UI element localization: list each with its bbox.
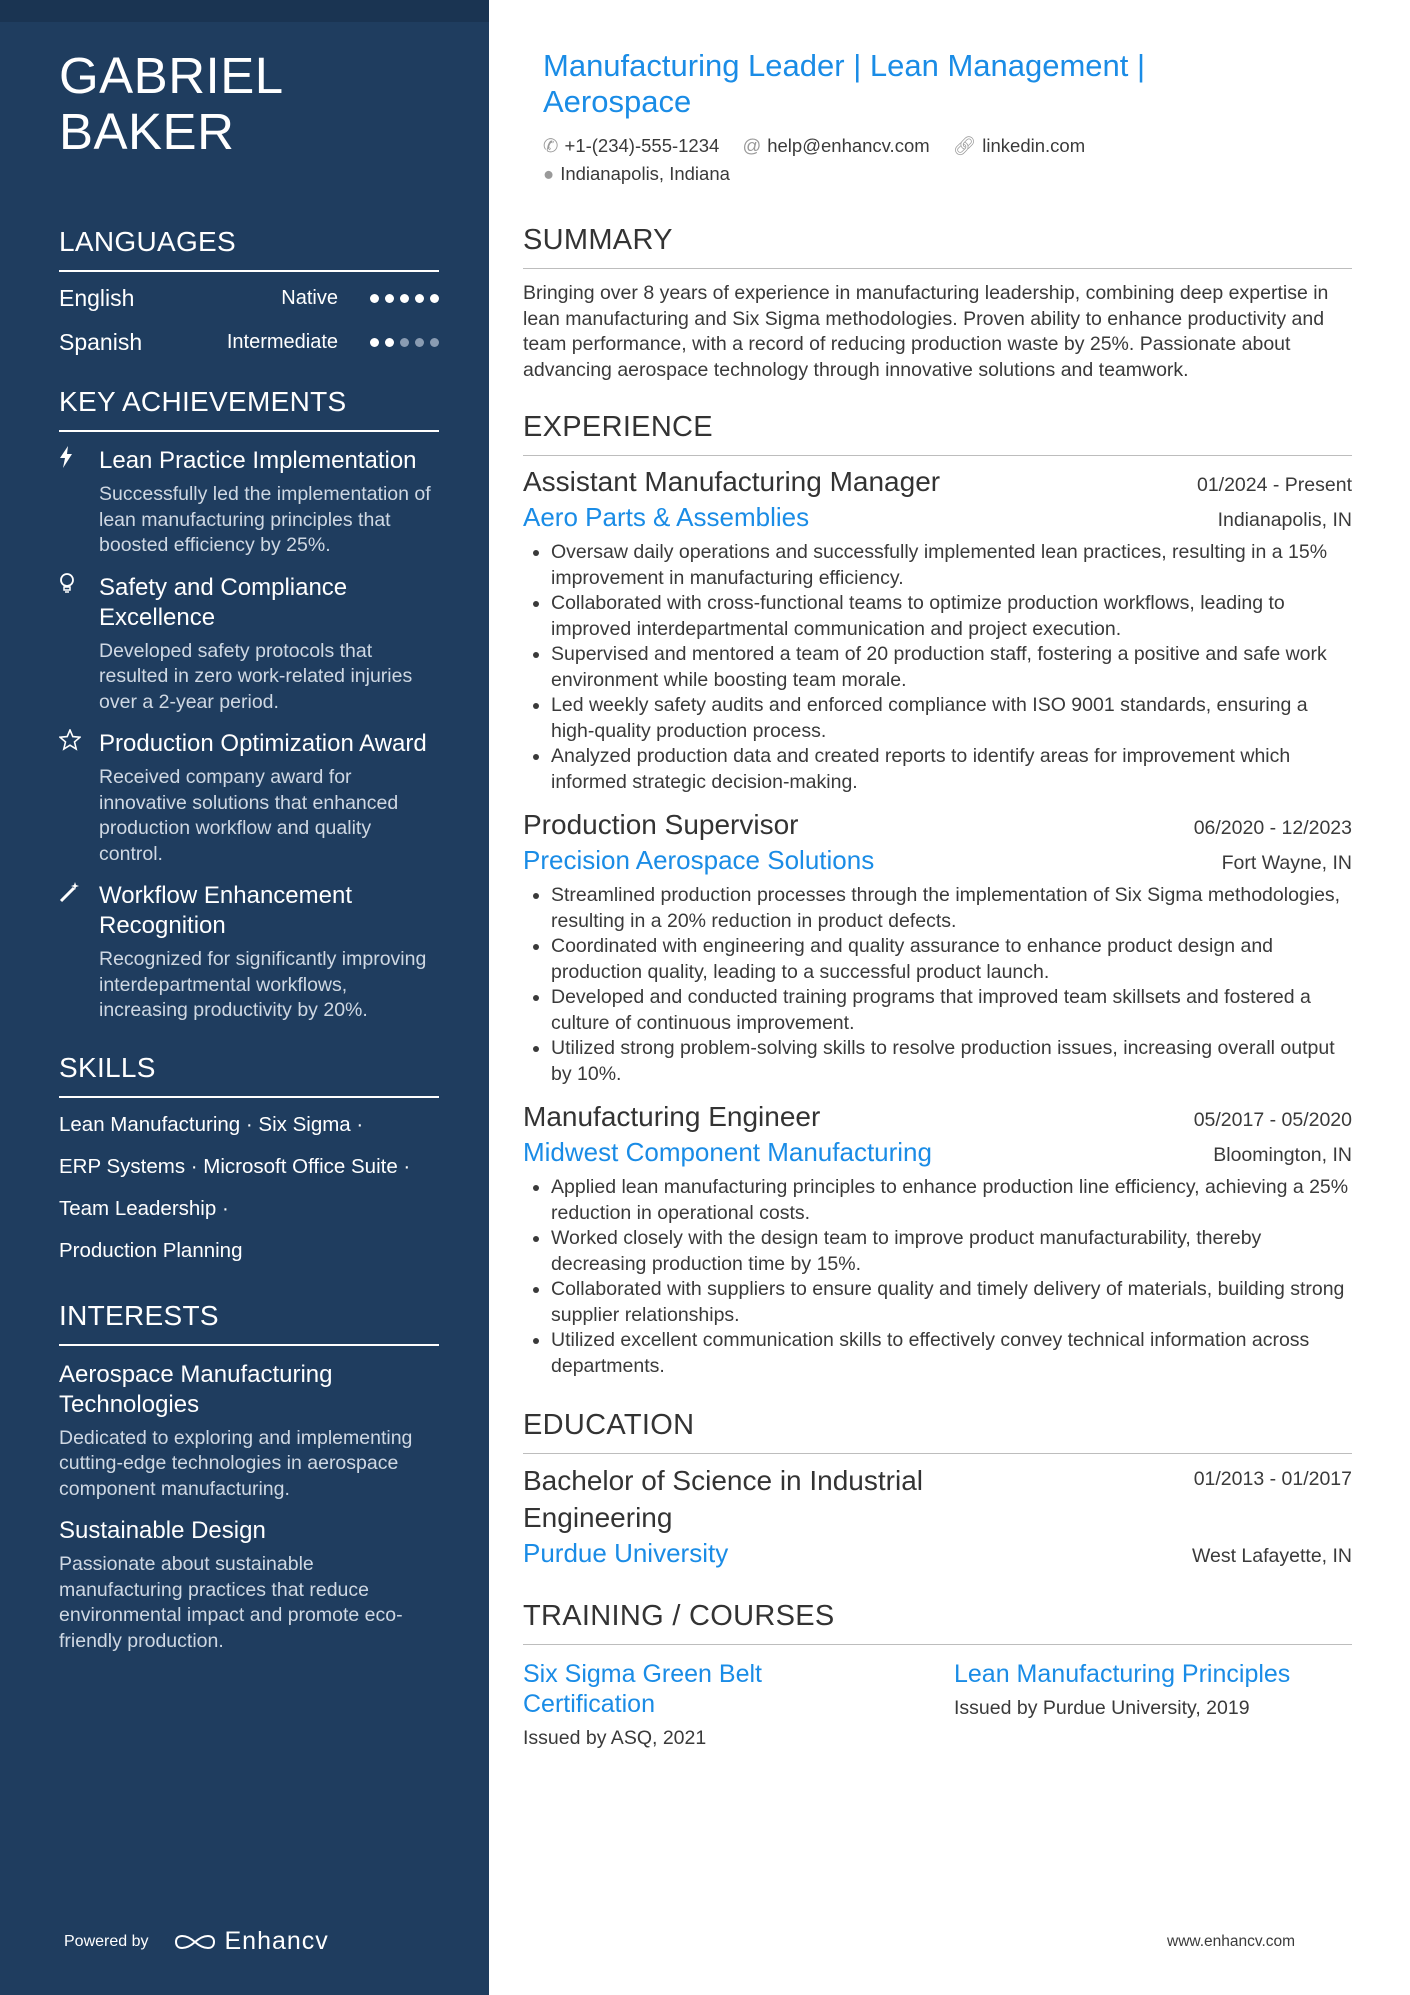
bullet-item: • Analyzed production data and created reports to identify areas for improvement which informed strategic decision-making. [551, 744, 1352, 795]
powered-by-label: Powered by [64, 1932, 149, 1950]
linkedin-text: linkedin.com [982, 135, 1086, 156]
language-level: Intermediate [226, 330, 338, 353]
experience-title: EXPERIENCE [523, 411, 1352, 456]
school-name: Purdue University [523, 1538, 729, 1568]
bullet-item: • Utilized excellent communication skills to effectively convey technical information across departments. [551, 1328, 1352, 1379]
course-title: Lean Manufacturing Principles [954, 1660, 1291, 1688]
interests-section [59, 1300, 439, 1655]
languages-title: LANGUAGES [59, 226, 439, 272]
at-icon: @ [742, 135, 762, 156]
bullet-item: • Collaborated with cross-functional teams to optimize production workflows, leading to improved interdepartmental communication and project execution. [551, 591, 1352, 642]
dot-icon [400, 338, 409, 347]
achievement-title: Lean Practice Implementation [99, 447, 417, 474]
footer-url[interactable]: www.enhancv.com [1167, 1933, 1296, 1950]
dot-icon [370, 294, 379, 303]
bullet-item: • Utilized strong problem-solving skills to resolve production issues, increasing overall output by 10%. [551, 1036, 1352, 1087]
language-level: Native [281, 286, 338, 309]
email-text: help@enhancv.com [767, 135, 930, 156]
job-date: 06/2020 - 12/2023 [1193, 817, 1352, 839]
language-row [59, 320, 439, 364]
skill-line: ERP Systems · Microsoft Office Suite · [59, 1154, 411, 1178]
achievement-item [59, 881, 439, 1024]
dot-icon [430, 338, 439, 347]
language-name: Spanish [59, 328, 143, 355]
achievements-title: KEY ACHIEVEMENTS [59, 386, 439, 432]
bullet-item: • Applied lean manufacturing principles to enhance production line efficiency, achieving a 25% reduction in operational costs. [551, 1175, 1352, 1226]
job-entry [523, 1099, 1352, 1379]
headline: Manufacturing Leader | Lean Management | Aerospace [543, 48, 1146, 119]
achievement-item [59, 729, 439, 867]
interests-title: INTERESTS [59, 1300, 439, 1346]
enhancv-logo-icon [173, 1931, 217, 1953]
achievement-item [59, 446, 439, 559]
main-content [523, 0, 1352, 1750]
job-location: Bloomington, IN [1213, 1144, 1352, 1166]
summary-section [523, 224, 1352, 383]
powered-by [64, 1927, 329, 1956]
achievement-desc: Developed safety protocols that resulted in zero work-related injuries over a 2-year period. [99, 639, 413, 713]
education-section [523, 1409, 1352, 1570]
languages-section [59, 226, 439, 364]
job-date: 01/2024 - Present [1196, 474, 1352, 496]
lightbulb-icon [59, 573, 99, 716]
achievements-section [59, 386, 439, 1024]
education-date: 01/2013 - 01/2017 [1193, 1468, 1352, 1490]
course-item [954, 1659, 1352, 1750]
course-issuer: Issued by Purdue University, 2019 [954, 1697, 1250, 1719]
contact-info [543, 132, 1352, 188]
proficiency-dots [370, 338, 439, 347]
enhancv-brand-name: Enhancv [224, 1927, 329, 1955]
education-location: West Lafayette, IN [1191, 1545, 1352, 1567]
achievement-desc: Received company award for innovative solutions that enhanced production workflow and quality control. [99, 766, 399, 865]
skills-list [59, 1098, 439, 1272]
job-company: Midwest Component Manufacturing [523, 1137, 932, 1167]
interest-desc: Dedicated to exploring and implementing cutting-edge technologies in aerospace component manufacturing. [59, 1426, 413, 1500]
language-row [59, 276, 439, 320]
degree-title: Bachelor of Science in Industrial Engineering [523, 1465, 923, 1533]
education-entry [523, 1462, 1352, 1570]
job-entry [523, 807, 1352, 1087]
bullet-item: • Led weekly safety audits and enforced compliance with ISO 9001 standards, ensuring a high-quality production process. [551, 693, 1352, 744]
bullet-item: • Developed and conducted training programs that improved team skillsets and fostered a culture of continuous improvement. [551, 985, 1352, 1036]
skills-title: SKILLS [59, 1052, 439, 1098]
magic-wand-icon [59, 881, 99, 1024]
dot-icon [385, 294, 394, 303]
education-title: EDUCATION [523, 1409, 1352, 1454]
bullet-item: • Oversaw daily operations and successfully implemented lean practices, resulting in a 15% improvement in manufacturing efficiency. [551, 540, 1352, 591]
course-item [523, 1659, 954, 1750]
contact-location [543, 163, 730, 184]
achievement-desc: Successfully led the implementation of lean manufacturing principles that boosted efficiency by 25%. [99, 483, 431, 556]
achievement-title: Workflow Enhancement Recognition [99, 882, 353, 939]
experience-section [523, 411, 1352, 1379]
bullet-item: • Collaborated with suppliers to ensure quality and timely delivery of materials, building strong supplier relationships. [551, 1277, 1352, 1328]
achievement-title: Safety and Compliance Excellence [99, 573, 348, 631]
proficiency-dots [370, 294, 439, 303]
course-issuer: Issued by ASQ, 2021 [523, 1727, 707, 1749]
job-bullets [523, 540, 1352, 795]
achievement-title: Production Optimization Award [99, 730, 427, 757]
job-location: Indianapolis, IN [1217, 509, 1352, 531]
course-title: Six Sigma Green Belt Certification [523, 1660, 762, 1718]
interest-title: Aerospace Manufacturing Technologies [59, 1360, 333, 1418]
job-title: Assistant Manufacturing Manager [523, 466, 941, 497]
job-bullets [523, 883, 1352, 1087]
courses-list [523, 1659, 1352, 1750]
dot-icon [400, 294, 409, 303]
dot-icon [385, 338, 394, 347]
link-icon: 🔗︎ [952, 135, 977, 156]
skills-section [59, 1052, 439, 1272]
location-pin-icon: ● [543, 163, 555, 184]
skill-line: Team Leadership · [59, 1196, 229, 1220]
language-name: English [59, 284, 135, 311]
summary-title: SUMMARY [523, 224, 1352, 269]
achievement-desc: Recognized for significantly improving interdepartmental workflows, increasing productivity by 20%. [99, 948, 427, 1021]
summary-text: Bringing over 8 years of experience in manufacturing leadership, combining deep expertise in lean manufacturing and Six Sigma methodologies. Proven ability to enhance productivity and team performance, with a record of reducing production waste by 25%. Passionate about advancing aerospace technology through innovative solutions and teamwork. [523, 282, 1329, 381]
star-icon [59, 729, 99, 867]
dot-icon [415, 338, 424, 347]
job-company: Precision Aerospace Solutions [523, 845, 875, 875]
job-title: Production Supervisor [523, 809, 799, 840]
sidebar [0, 0, 489, 1995]
interest-desc: Passionate about sustainable manufacturing practices that reduce environmental impact and promote eco-friendly production. [59, 1553, 403, 1652]
enhancv-logo[interactable] [173, 1927, 329, 1956]
dot-icon [430, 294, 439, 303]
contact-phone[interactable] [543, 135, 719, 156]
dot-icon [370, 338, 379, 347]
job-entry [523, 464, 1352, 795]
phone-text: +1-(234)-555-1234 [564, 135, 720, 156]
interest-title: Sustainable Design [59, 1517, 266, 1544]
interest-item [59, 1360, 439, 1503]
job-location: Fort Wayne, IN [1221, 852, 1352, 874]
job-company: Aero Parts & Assemblies [523, 502, 810, 532]
training-title: TRAINING / COURSES [523, 1600, 1352, 1645]
training-section [523, 1600, 1352, 1750]
job-date: 05/2017 - 05/2020 [1193, 1109, 1352, 1131]
achievement-item [59, 573, 439, 716]
contact-linkedin[interactable] [953, 135, 1085, 156]
bullet-item: • Coordinated with engineering and quality assurance to enhance product design and production quality, leading to a successful product launch. [551, 934, 1352, 985]
location-text: Indianapolis, Indiana [560, 163, 730, 184]
dot-icon [415, 294, 424, 303]
bullet-item: • Streamlined production processes through the implementation of Six Sigma methodologies, resulting in a 20% reduction in product defects. [551, 883, 1352, 934]
candidate-name: GABRIEL BAKER [59, 47, 284, 160]
bullet-item: • Worked closely with the design team to improve product manufacturability, thereby decreasing production time by 15%. [551, 1226, 1352, 1277]
interest-item [59, 1516, 439, 1654]
contact-email[interactable] [742, 135, 929, 156]
skill-line: Production Planning [59, 1238, 243, 1262]
skill-line: Lean Manufacturing · Six Sigma · [59, 1112, 364, 1136]
phone-icon: ✆ [543, 135, 559, 156]
job-bullets [523, 1175, 1352, 1379]
bolt-icon [59, 446, 99, 559]
job-title: Manufacturing Engineer [523, 1101, 821, 1132]
bullet-item: • Supervised and mentored a team of 20 production staff, fostering a positive and safe work environment while boosting team morale. [551, 642, 1352, 693]
